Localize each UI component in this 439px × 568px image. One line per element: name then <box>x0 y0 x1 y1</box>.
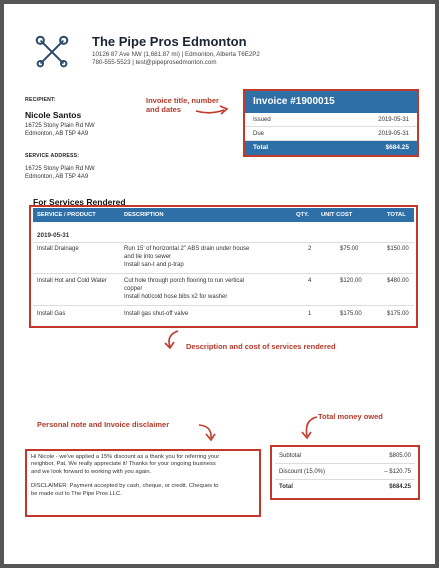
subtotal-label: Subtotal <box>279 453 302 459</box>
invoice-title: Invoice #1900015 <box>245 91 417 113</box>
curved-arrow-icon <box>196 422 218 442</box>
issued-value: 2019-05-31 <box>378 117 409 123</box>
summary-total-value: $684.25 <box>389 484 411 490</box>
invoice-total-row <box>245 141 417 155</box>
note-line: and we look forward to working with you again. <box>31 468 152 475</box>
recipient-line1: 16725 Stony Plain Rd NW <box>25 123 95 129</box>
due-value: 2019-05-31 <box>378 131 409 137</box>
row2-desc1: Cut hole through porch flooring to run vertical <box>124 278 245 284</box>
row2-service: Install Hot and Cold Water <box>37 278 107 284</box>
discount-label: Discount (15.0%) <box>279 469 326 475</box>
annotation-services: Description and cost of services rendered <box>186 342 336 351</box>
summary-total-row <box>275 480 415 495</box>
service-address-line2: Edmonton, AB T5P 4A9 <box>25 174 89 180</box>
annotation-invoice-title-line2: and dates <box>146 105 182 114</box>
invoice-page <box>4 4 435 564</box>
service-address-label: SERVICE ADDRESS: <box>25 153 80 159</box>
row2-total: $480.00 <box>387 278 409 284</box>
invoice-issued-row <box>245 113 417 127</box>
curved-arrow-icon <box>162 329 184 351</box>
annotation-note: Personal note and Invoice disclaimer <box>37 420 170 429</box>
note-spacer <box>31 476 256 483</box>
service-address-line1: 16725 Stony Plain Rd NW <box>25 166 95 172</box>
discount-value: – $120.75 <box>384 469 411 475</box>
row3-desc1: Install gas shut-off valve <box>124 311 189 317</box>
subtotal-value: $805.00 <box>389 453 411 459</box>
row1-qty: 2 <box>308 246 312 252</box>
row2-desc2: copper <box>124 286 143 292</box>
row2-qty: 4 <box>308 278 312 284</box>
row3-qty: 1 <box>308 311 312 317</box>
company-contact: 780-555-5523 | test@pipeprosedmonton.com <box>92 59 217 66</box>
invoice-due-row <box>245 127 417 141</box>
row2-unit-cost: $120.00 <box>340 278 362 284</box>
row2-desc3: Install hot/cold hose bibs x2 for washer <box>124 294 228 300</box>
curved-arrow-icon <box>194 103 230 117</box>
row-divider <box>33 242 414 243</box>
discount-row <box>275 465 415 480</box>
row1-total: $150.00 <box>387 246 409 252</box>
summary-total-label: Total <box>279 484 293 490</box>
recipient-label: RECIPIENT: <box>25 97 56 103</box>
header-service: SERVICE / PRODUCT <box>37 212 96 218</box>
annotation-invoice-title-line1: Invoice title, number <box>146 96 219 105</box>
header-description: DESCRIPTION <box>124 212 164 218</box>
annotation-total: Total money owed <box>318 412 383 421</box>
issued-label: Issued <box>253 117 271 123</box>
curved-arrow-icon <box>299 414 319 442</box>
subtotal-row <box>275 449 415 464</box>
services-table-highlight <box>29 205 418 328</box>
note-line: neighbor, Pat. We really appreciate it! Thanks for your ongoing business <box>31 461 216 468</box>
row3-unit-cost: $175.00 <box>340 311 362 317</box>
header-unit-cost: UNIT COST <box>321 212 353 218</box>
company-name: The Pipe Pros Edmonton <box>92 34 247 49</box>
row3-total: $175.00 <box>387 311 409 317</box>
invoice-total-label: Total <box>253 144 269 151</box>
services-section-title: For Services Rendered <box>33 197 126 207</box>
header-qty: QTY. <box>296 212 309 218</box>
personal-note <box>31 454 256 498</box>
row1-unit-cost: $75.00 <box>340 246 359 252</box>
disclaimer-line: DISCLAIMER: Payment accepted by cash, cheque, or credit. Cheques to <box>31 483 219 490</box>
row1-desc1: Run 15' of horizontal 2" ABS drain under house <box>124 246 250 252</box>
disclaimer-line: be made out to The Pipe Pros LLC. <box>31 490 122 497</box>
row3-service: Install Gas <box>37 311 66 317</box>
row1-service: Install Drainage <box>37 246 79 252</box>
note-line: Hi Nicole - we've applied a 15% discount as a thank you for referring your <box>31 454 220 460</box>
crossed-wrenches-icon <box>34 34 70 70</box>
row1-desc2: and tie into sewer <box>124 254 172 260</box>
recipient-name: Nicole Santos <box>25 110 82 120</box>
row-divider <box>33 273 414 274</box>
header-total: TOTAL <box>387 212 406 218</box>
invoice-total-value: $684.25 <box>385 144 409 151</box>
recipient-line2: Edmonton, AB T5P 4A9 <box>25 131 89 137</box>
due-label: Due <box>253 131 265 137</box>
service-date: 2019-05-31 <box>37 232 70 239</box>
company-address: 10126 87 Ave NW (1,681.87 mi) | Edmonton, Alberta T6E2P2 <box>92 51 260 58</box>
row-divider <box>33 305 414 306</box>
row1-desc3: Install san-t and p-trap <box>124 262 184 268</box>
